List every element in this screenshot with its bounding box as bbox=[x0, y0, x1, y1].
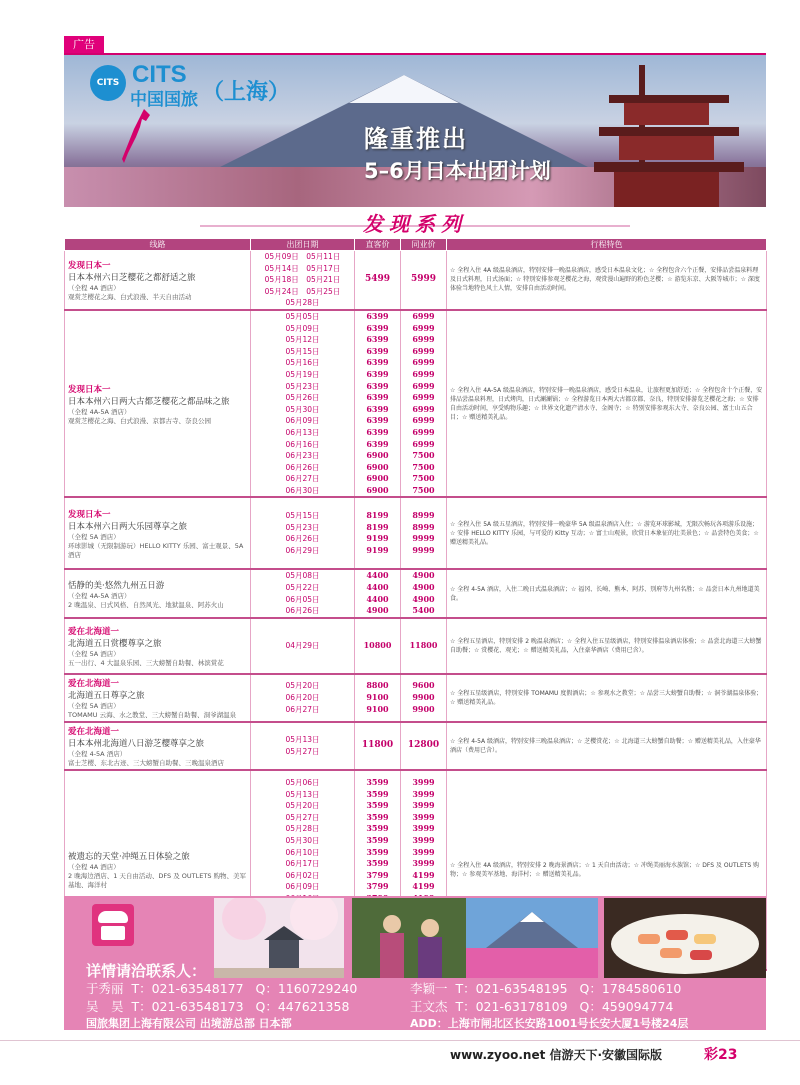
direct-price: 9100 bbox=[366, 692, 389, 703]
direct-price: 9199 bbox=[366, 545, 389, 556]
agent-price: 4900 bbox=[412, 570, 435, 581]
route-cell bbox=[65, 251, 251, 310]
agent-price-cell bbox=[401, 497, 447, 569]
departure-date: 05月14日 05月17日 bbox=[264, 263, 341, 273]
departure-date: 06月26日 bbox=[285, 462, 320, 472]
departure-date: 05月26日 bbox=[285, 393, 320, 403]
brand-en: CITS bbox=[132, 61, 187, 88]
direct-price: 6399 bbox=[366, 380, 389, 391]
route-extra: 2 晚海边酒店、1 天自由活动、DFS 及 OUTLETS 购物、美军基地、海洋村 bbox=[68, 872, 247, 890]
route-cell bbox=[65, 310, 251, 498]
contact-person: 王文杰 T：021-63178109 Q：459094774 bbox=[410, 999, 674, 1014]
agent-price: 7500 bbox=[412, 473, 435, 484]
agent-price: 3999 bbox=[412, 788, 435, 799]
direct-price: 9199 bbox=[366, 533, 389, 544]
brand-cn: 中国国旅 bbox=[130, 90, 198, 110]
departure-date: 05月09日 bbox=[285, 323, 320, 333]
direct-price: 3599 bbox=[366, 823, 389, 834]
agent-price: 3999 bbox=[412, 858, 435, 869]
company-name: 国旅集团上海有限公司 出境游总部 日本部 bbox=[86, 1017, 292, 1030]
departure-date: 06月09日 bbox=[285, 882, 320, 892]
departure-date: 06月09日 bbox=[285, 416, 320, 426]
agent-price: 6999 bbox=[412, 322, 435, 333]
departure-date: 06月05日 bbox=[285, 594, 320, 604]
direct-price-cell bbox=[355, 251, 401, 310]
direct-price: 10800 bbox=[363, 640, 392, 651]
departure-date: 05月13日 bbox=[285, 789, 320, 799]
series-title bbox=[64, 208, 766, 236]
agent-price: 6999 bbox=[412, 310, 435, 321]
direct-price: 3599 bbox=[366, 811, 389, 822]
agent-price: 6999 bbox=[412, 392, 435, 403]
departure-date-cell bbox=[251, 251, 355, 310]
departure-date: 05月20日 bbox=[285, 801, 320, 811]
departure-date: 05月23日 bbox=[285, 522, 320, 532]
agent-price: 6999 bbox=[412, 357, 435, 368]
agent-price: 11800 bbox=[409, 640, 438, 651]
departure-date: 05月19日 bbox=[285, 369, 320, 379]
departure-date: 05月12日 bbox=[285, 335, 320, 345]
route-extra: 2 晚温泉、日式风格、自然风光、地狱温泉、阿苏火山 bbox=[68, 600, 224, 609]
route-name: 被遗忘的天堂·冲绳五日体验之旅 bbox=[68, 852, 190, 863]
header-agent-price: 同业价 bbox=[401, 239, 447, 251]
agent-price: 6999 bbox=[412, 426, 435, 437]
company-address: ADD：上海市闸北区长安路1001号长安大厦1号楼24层 bbox=[410, 1017, 689, 1030]
departure-date: 05月28日 bbox=[285, 824, 320, 834]
route-name: 北海道五日赏樱尊享之旅 bbox=[68, 638, 162, 649]
agent-price: 4900 bbox=[412, 582, 435, 593]
agent-price: 4199 bbox=[412, 869, 435, 880]
agent-price: 6999 bbox=[412, 334, 435, 345]
departure-date: 05月28日 bbox=[285, 298, 320, 308]
direct-price: 9100 bbox=[366, 703, 389, 714]
agent-price: 6999 bbox=[412, 345, 435, 356]
direct-price: 6399 bbox=[366, 322, 389, 333]
agent-price: 3999 bbox=[412, 811, 435, 822]
departure-date: 06月17日 bbox=[285, 859, 320, 869]
direct-price: 6399 bbox=[366, 357, 389, 368]
direct-price: 6399 bbox=[366, 426, 389, 437]
phone-icon bbox=[92, 904, 134, 946]
footer-rule bbox=[0, 1040, 800, 1041]
departure-date: 06月16日 bbox=[285, 439, 320, 449]
table-header-row bbox=[65, 239, 767, 251]
agent-price-cell bbox=[401, 722, 447, 770]
departure-date: 06月20日 bbox=[285, 693, 320, 703]
direct-price: 4400 bbox=[366, 582, 389, 593]
agent-price: 6999 bbox=[412, 438, 435, 449]
route-hotel: （全程 5A 酒店） bbox=[68, 532, 120, 541]
route-extra: 富士芝樱、东北古迹、三大螃蟹自助餐、三晚温泉酒店 bbox=[68, 758, 224, 767]
magazine-site: www.zyoo.net 信游天下·安徽国际版 bbox=[450, 1048, 663, 1062]
departure-date: 04月29日 bbox=[285, 641, 320, 651]
departure-date: 06月13日 bbox=[285, 427, 320, 437]
route-cell bbox=[65, 722, 251, 770]
route-extra: 环球影城（无限制游玩）HELLO KITTY 乐园、富士观景、5A 酒店 bbox=[68, 541, 244, 559]
agent-price: 9999 bbox=[412, 545, 435, 556]
route-name: 日本本州北海道八日游芝樱尊享之旅 bbox=[68, 738, 205, 749]
agent-price: 3999 bbox=[412, 777, 435, 788]
direct-price: 11800 bbox=[361, 740, 394, 751]
contact-person: 于秀丽 T：021-63548177 Q：1160729240 bbox=[86, 981, 358, 996]
table-row bbox=[65, 618, 767, 674]
header-direct-price: 直客价 bbox=[355, 239, 401, 251]
snow-cap bbox=[349, 75, 459, 103]
departure-date: 05月30日 bbox=[285, 404, 320, 414]
departure-date-cell bbox=[251, 674, 355, 722]
route-tag: 发现日本一 bbox=[68, 260, 111, 271]
departure-date: 06月02日 bbox=[285, 870, 320, 880]
agent-price-cell bbox=[401, 251, 447, 310]
route-name: 北海道五日尊享之旅 bbox=[68, 690, 145, 701]
direct-price: 8800 bbox=[366, 680, 389, 691]
direct-price: 4400 bbox=[366, 570, 389, 581]
route-tag: 发现日本一 bbox=[68, 384, 111, 395]
table-row bbox=[65, 310, 767, 498]
subheadline: 5–6月日本出团计划 bbox=[364, 159, 551, 183]
header-route: 线路 bbox=[65, 239, 251, 251]
direct-price-cell bbox=[355, 569, 401, 617]
departure-date: 05月15日 bbox=[285, 511, 320, 521]
route-hotel: （全程 5A 酒店） bbox=[68, 701, 120, 710]
agent-price: 7500 bbox=[412, 461, 435, 472]
fuji-shibazakura-photo bbox=[466, 898, 598, 978]
departure-date: 06月29日 bbox=[285, 546, 320, 556]
direct-price: 3799 bbox=[366, 869, 389, 880]
header-dates: 出团日期 bbox=[251, 239, 355, 251]
departure-date: 05月24日 05月25日 bbox=[264, 286, 341, 296]
departure-date: 05月27日 bbox=[285, 746, 320, 756]
direct-price: 3599 bbox=[366, 858, 389, 869]
kimono-photo bbox=[352, 898, 470, 978]
features-cell: ☆ 全程入住 4A 级酒店，特别安排 2 晚海景酒店；☆ 1 天自由活动；☆ 冲绳美丽海水族馆；☆ DFS 及 OUTLETS 购物；☆ 参观美军基地、海洋村；☆ 赠送精美礼品。 bbox=[447, 770, 767, 970]
agent-price: 4900 bbox=[412, 593, 435, 604]
table-body bbox=[65, 251, 767, 970]
banner bbox=[64, 55, 766, 207]
direct-price: 3599 bbox=[366, 800, 389, 811]
route-tag: 发现日本一 bbox=[68, 509, 111, 520]
departure-date: 06月27日 bbox=[285, 474, 320, 484]
departure-date: 06月26日 bbox=[285, 534, 320, 544]
direct-price: 4900 bbox=[366, 605, 389, 616]
agent-price: 6999 bbox=[412, 368, 435, 379]
departure-date: 06月26日 bbox=[285, 606, 320, 616]
route-cell bbox=[65, 674, 251, 722]
route-extra: 观赏芝樱花之海、白式浪漫、京都古寺、奈良公园 bbox=[68, 416, 211, 425]
departure-date: 05月27日 bbox=[285, 812, 320, 822]
features-cell: ☆ 全程五星酒店，特别安排 2 晚温泉酒店；☆ 全程入住五星级酒店，特别安排温泉酒店体验；☆ 品尝北海道三大螃蟹自助餐；☆ 赏樱花、观光；☆ 赠送精美礼品，入住豪华酒店（费用已含）。 bbox=[447, 618, 767, 674]
direct-price: 3599 bbox=[366, 788, 389, 799]
departure-date-cell bbox=[251, 618, 355, 674]
route-name: 恬静的美·悠然九州五日游 bbox=[68, 580, 165, 591]
tour-table bbox=[64, 238, 767, 971]
agent-price: 7500 bbox=[412, 484, 435, 495]
features-cell: ☆ 全程入住 5A 级五星酒店，特别安排一晚豪华 5A 级温泉酒店入住；☆ 游览环球影城，无限次畅玩各项游乐设施；☆ 安排 HELLO KITTY 乐园，与可爱的 Kitty 互动；☆ 富士山观景，欣赏日本象征的壮美景色；☆ 品尝特色美食；☆ 赠送精美礼品。 bbox=[447, 497, 767, 569]
agent-price: 6999 bbox=[412, 415, 435, 426]
route-hotel: （全程 4A-5A 酒店） bbox=[68, 407, 131, 416]
route-hotel: （全程 4A 酒店） bbox=[68, 283, 120, 292]
departure-date: 05月09日 05月11日 bbox=[264, 252, 341, 261]
table-row bbox=[65, 251, 767, 310]
features-cell: ☆ 全程入住 4A 级温泉酒店，特别安排一晚温泉酒店，感受日本温泉文化；☆ 全程包含六个正餐，安排品尝温泉料理及日式料理，日式汤面；☆ 特别安排参观芝樱花之海，观赏漫山遍野的粉色芝樱；☆ 游览东京、大阪等城市；☆ 深度体验当地特色风土人情，安排自由活动时间。 bbox=[447, 251, 767, 310]
contact-section bbox=[64, 896, 766, 1030]
ad-tag: 广告 bbox=[64, 36, 104, 53]
table-row bbox=[65, 722, 767, 770]
contact-heading: 详情请洽联系人： bbox=[86, 962, 207, 980]
agent-price-cell bbox=[401, 618, 447, 674]
route-name: 日本本州六日两大乐园尊享之旅 bbox=[68, 521, 188, 532]
departure-date-cell bbox=[251, 569, 355, 617]
direct-price: 6900 bbox=[366, 484, 389, 495]
series-title-text: 发现系列 bbox=[363, 212, 467, 236]
agent-price-cell bbox=[401, 310, 447, 498]
features-cell: ☆ 全程五星级酒店，特别安排 TOMAMU 度假酒店；☆ 参观水之教堂；☆ 品尝三大螃蟹自助餐；☆ 洞爷湖温泉体验；☆ 赠送精美礼品。 bbox=[447, 674, 767, 722]
agent-price: 9900 bbox=[412, 692, 435, 703]
features-cell: ☆ 全程 4-5A 级酒店，特别安排三晚温泉酒店；☆ 芝樱赏花；☆ 北海道三大螃蟹自助餐；☆ 赠送精美礼品，入住豪华酒店（费用已含）。 bbox=[447, 722, 767, 770]
direct-price: 3599 bbox=[366, 777, 389, 788]
agent-price: 4199 bbox=[412, 881, 435, 892]
direct-price: 6399 bbox=[366, 403, 389, 414]
header-features: 行程特色 bbox=[447, 239, 767, 251]
route-cell bbox=[65, 497, 251, 569]
agent-price: 5400 bbox=[412, 605, 435, 616]
contact-person: 吴 昊 T：021-63548173 Q：447621358 bbox=[86, 999, 350, 1014]
departure-date: 05月13日 bbox=[285, 735, 320, 745]
direct-price: 6399 bbox=[366, 345, 389, 356]
departure-date: 05月06日 bbox=[285, 778, 320, 788]
brand-city: （上海） bbox=[202, 80, 291, 105]
departure-date: 06月30日 bbox=[285, 485, 320, 495]
route-hotel: （全程 4-5A 酒店） bbox=[68, 749, 127, 758]
contact-person: 李颖一 T：021-63548195 Q：1784580610 bbox=[410, 981, 682, 996]
direct-price: 3599 bbox=[366, 846, 389, 857]
agent-price: 7500 bbox=[412, 450, 435, 461]
direct-price: 6900 bbox=[366, 450, 389, 461]
direct-price: 3799 bbox=[366, 881, 389, 892]
departure-date: 05月22日 bbox=[285, 583, 320, 593]
departure-date: 05月16日 bbox=[285, 358, 320, 368]
agent-price: 6999 bbox=[412, 380, 435, 391]
departure-date-cell bbox=[251, 497, 355, 569]
direct-price: 6399 bbox=[366, 415, 389, 426]
agent-price: 3999 bbox=[412, 835, 435, 846]
agent-price: 3999 bbox=[412, 800, 435, 811]
direct-price-cell bbox=[355, 674, 401, 722]
departure-date: 06月27日 bbox=[285, 704, 320, 714]
route-cell bbox=[65, 569, 251, 617]
route-cell bbox=[65, 618, 251, 674]
direct-price: 8199 bbox=[366, 521, 389, 532]
departure-date: 05月15日 bbox=[285, 346, 320, 356]
cits-logo-icon: CITS bbox=[90, 65, 126, 101]
direct-price: 6399 bbox=[366, 438, 389, 449]
route-extra: TOMAMU 云海、水之教堂、三大螃蟹自助餐、洞爷湖温泉 bbox=[68, 710, 237, 719]
route-hotel: （全程 5A 酒店） bbox=[68, 649, 120, 658]
departure-date-cell bbox=[251, 310, 355, 498]
agent-price: 8999 bbox=[412, 510, 435, 521]
route-name: 日本本州六日芝樱花之都舒适之旅 bbox=[68, 272, 196, 283]
features-cell: ☆ 全程入住 4A-5A 级温泉酒店，特别安排一晚温泉酒店，感受日本温泉，让旅程更加舒适；☆ 全程包含十个正餐，安排品尝温泉料理，日式烤肉，日式涮涮锅；☆ 全程游览日本两大古都京都、奈良，特别安排游览芝樱花之海；☆ 安排自由活动时间，享受购物乐趣；☆ 世界文化遗产清水寺、金阁寺；☆ 特别安排参观东大寺、奈良公园、富士山五合目；☆ 赠送精美礼品。 bbox=[447, 310, 767, 498]
direct-price: 6900 bbox=[366, 461, 389, 472]
route-hotel: （全程 4A 酒店） bbox=[68, 863, 120, 872]
direct-price: 6399 bbox=[366, 334, 389, 345]
agent-price: 9600 bbox=[412, 680, 435, 691]
route-hotel: （全程 4A-5A 酒店） bbox=[68, 591, 131, 600]
agent-price: 3999 bbox=[412, 846, 435, 857]
agent-price-cell bbox=[401, 674, 447, 722]
departure-date: 06月23日 bbox=[285, 451, 320, 461]
japan-map-icon bbox=[120, 107, 152, 167]
agent-price: 6999 bbox=[412, 403, 435, 414]
route-name: 日本本州六日两大古都芝樱花之都品味之旅 bbox=[68, 396, 230, 407]
direct-price: 6399 bbox=[366, 368, 389, 379]
departure-date: 06月10日 bbox=[285, 847, 320, 857]
direct-price: 6399 bbox=[366, 310, 389, 321]
direct-price-cell bbox=[355, 497, 401, 569]
departure-date: 05月20日 bbox=[285, 681, 320, 691]
agent-price-cell bbox=[401, 569, 447, 617]
route-tag: 爱在北海道一 bbox=[68, 726, 120, 737]
departure-date: 05月18日 05月21日 bbox=[264, 275, 341, 285]
departure-date-cell bbox=[251, 722, 355, 770]
sushi-photo bbox=[604, 898, 766, 978]
direct-price: 6900 bbox=[366, 473, 389, 484]
departure-date: 05月05日 bbox=[285, 311, 320, 321]
features-cell: ☆ 全程 4-5A 酒店，入住二晚日式温泉酒店；☆ 福冈、长崎、熊本、阿苏、别府等九州名胜；☆ 品尝日本九州地道美食。 bbox=[447, 569, 767, 617]
direct-price-cell bbox=[355, 310, 401, 498]
headline: 隆重推出 bbox=[364, 125, 468, 153]
route-extra: 五一出行、4 大温泉乐园、三大螃蟹自助餐、林滨赏花 bbox=[68, 658, 224, 667]
direct-price-cell bbox=[355, 618, 401, 674]
table-row bbox=[65, 674, 767, 722]
direct-price: 5499 bbox=[364, 274, 391, 285]
table-row bbox=[65, 569, 767, 617]
agent-price: 3999 bbox=[412, 823, 435, 834]
castle-photo bbox=[214, 898, 344, 978]
departure-date: 05月30日 bbox=[285, 836, 320, 846]
route-extra: 观赏芝樱花之海、白式浪漫、半天自由活动 bbox=[68, 292, 192, 301]
route-tag: 爱在北海道一 bbox=[68, 678, 120, 689]
agent-price: 8999 bbox=[412, 521, 435, 532]
direct-price: 4400 bbox=[366, 593, 389, 604]
agent-price: 9900 bbox=[412, 703, 435, 714]
route-tag: 爱在北海道一 bbox=[68, 626, 120, 637]
departure-date: 05月08日 bbox=[285, 571, 320, 581]
table-row bbox=[65, 497, 767, 569]
direct-price: 8199 bbox=[366, 510, 389, 521]
agent-price: 9999 bbox=[412, 533, 435, 544]
direct-price: 6399 bbox=[366, 392, 389, 403]
agent-price: 12800 bbox=[407, 740, 440, 751]
agent-price: 5999 bbox=[410, 274, 437, 285]
page-number: 彩23 bbox=[704, 1047, 738, 1063]
departure-date: 05月23日 bbox=[285, 381, 320, 391]
pagoda-image bbox=[599, 65, 739, 207]
direct-price-cell bbox=[355, 722, 401, 770]
direct-price: 3599 bbox=[366, 835, 389, 846]
